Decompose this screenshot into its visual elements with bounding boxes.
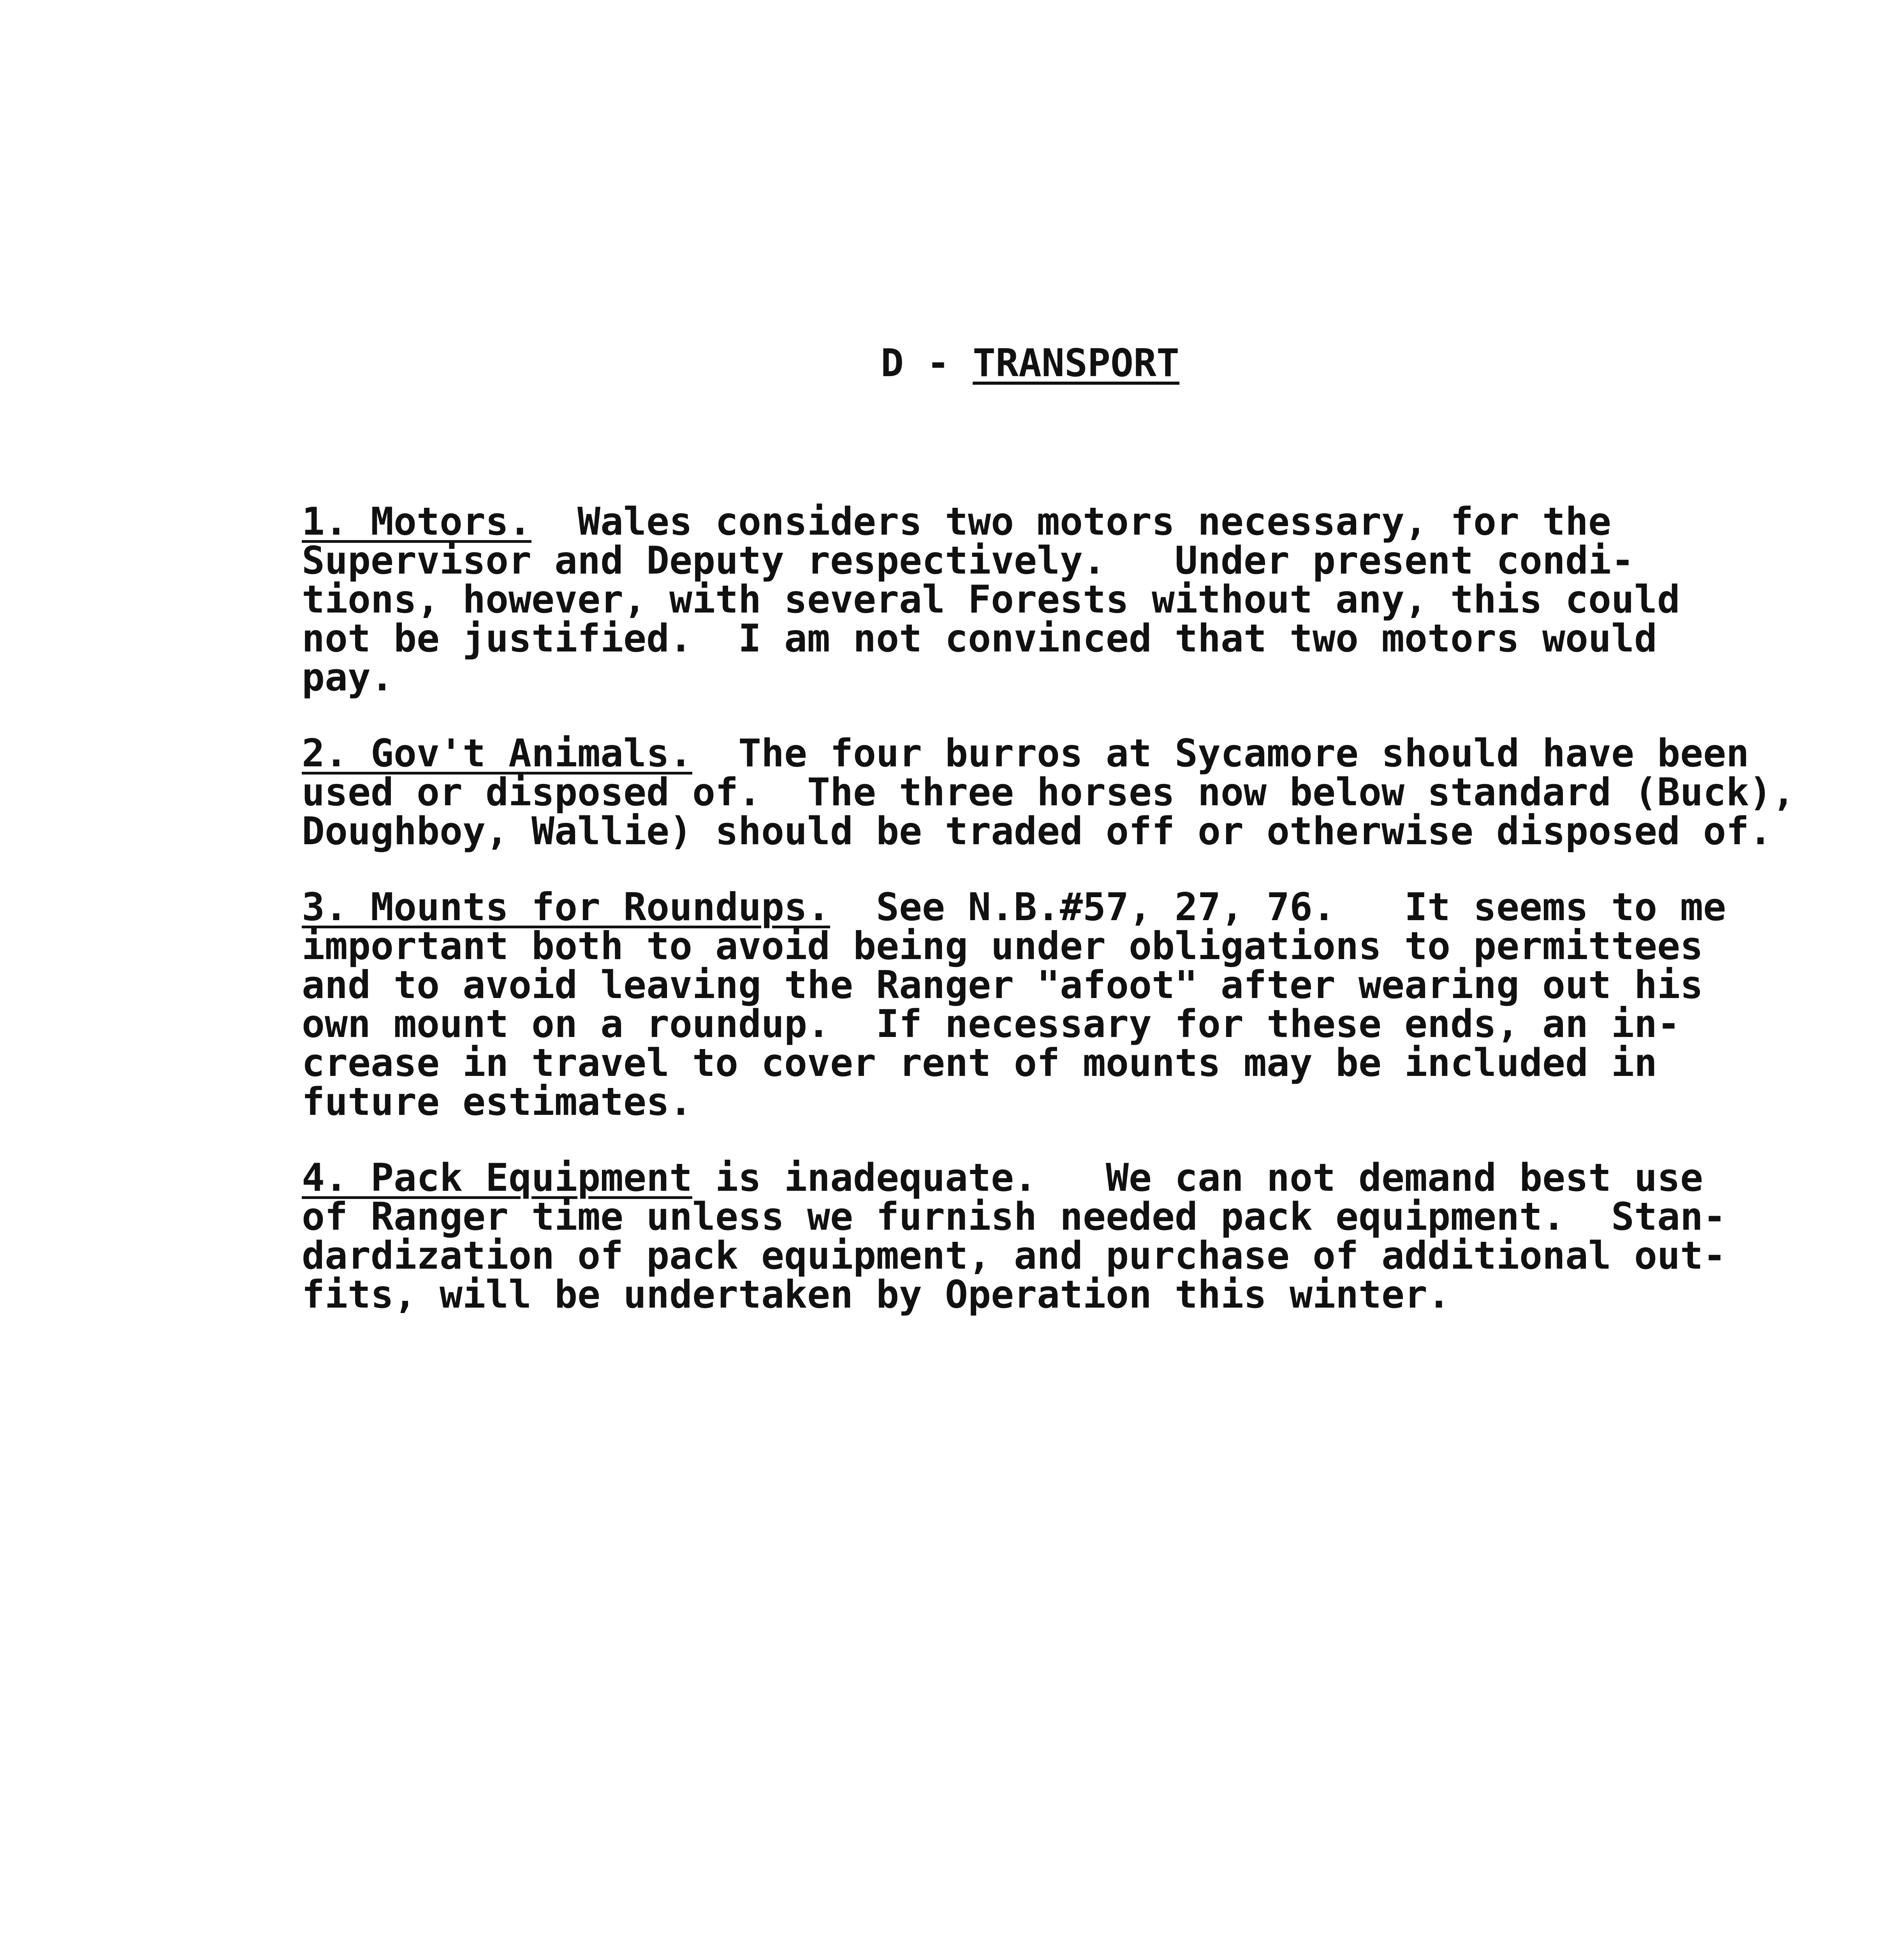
- title-main: TRANSPORT: [973, 341, 1180, 386]
- section-line: Supervisor and Deputy respectively. Under present condi-: [302, 539, 1635, 583]
- section-text: See N.B.#57, 27, 76. It seems to me: [830, 885, 1726, 929]
- section-heading: 1. Motors.: [302, 500, 532, 544]
- section-heading: 4. Pack Equipment: [302, 1156, 693, 1200]
- page-title: [881, 343, 1179, 385]
- section-first-line: [302, 885, 1726, 929]
- section-line: Doughboy, Wallie) should be traded off or otherwise disposed of.: [302, 809, 1772, 854]
- section-text: Wales considers two motors necessary, for the: [531, 500, 1612, 544]
- section-line: and to avoid leaving the Ranger "afoot" after wearing out his: [302, 963, 1703, 1007]
- section-line: used or disposed of. The three horses now below standard (Buck),: [302, 770, 1795, 815]
- section-line: own mount on a roundup. If necessary for these ends, an in-: [302, 1002, 1681, 1046]
- section-line: crease in travel to cover rent of mounts may be included in: [302, 1041, 1658, 1085]
- section-mounts-for-roundups: [302, 885, 1726, 1124]
- section-line: of Ranger time unless we furnish needed pack equipment. Stan-: [302, 1195, 1726, 1239]
- section-text: The four burros at Sycamore should have been: [692, 731, 1749, 776]
- section-line: not be justified. I am not convinced that two motors would: [302, 616, 1658, 661]
- section-govt-animals: [302, 731, 1795, 854]
- section-first-line: [302, 731, 1795, 776]
- section-line: dardization of pack equipment, and purchase of additional out-: [302, 1234, 1726, 1278]
- section-text: is inadequate. We can not demand best use: [692, 1156, 1703, 1200]
- section-motors: [302, 500, 1681, 700]
- section-heading: 3. Mounts for Roundups.: [302, 885, 831, 929]
- section-pack-equipment: [302, 1156, 1726, 1317]
- section-line: fits, will be undertaken by Operation this winter.: [302, 1273, 1451, 1317]
- section-line: important both to avoid being under obligations to permittees: [302, 924, 1703, 968]
- title-prefix: D -: [881, 341, 973, 386]
- section-first-line: [302, 1156, 1726, 1200]
- section-heading: 2. Gov't Animals.: [302, 731, 693, 776]
- section-line: tions, however, with several Forests without any, this could: [302, 577, 1681, 622]
- section-first-line: [302, 500, 1680, 544]
- section-line: future estimates.: [302, 1080, 693, 1124]
- section-line: pay.: [302, 655, 394, 700]
